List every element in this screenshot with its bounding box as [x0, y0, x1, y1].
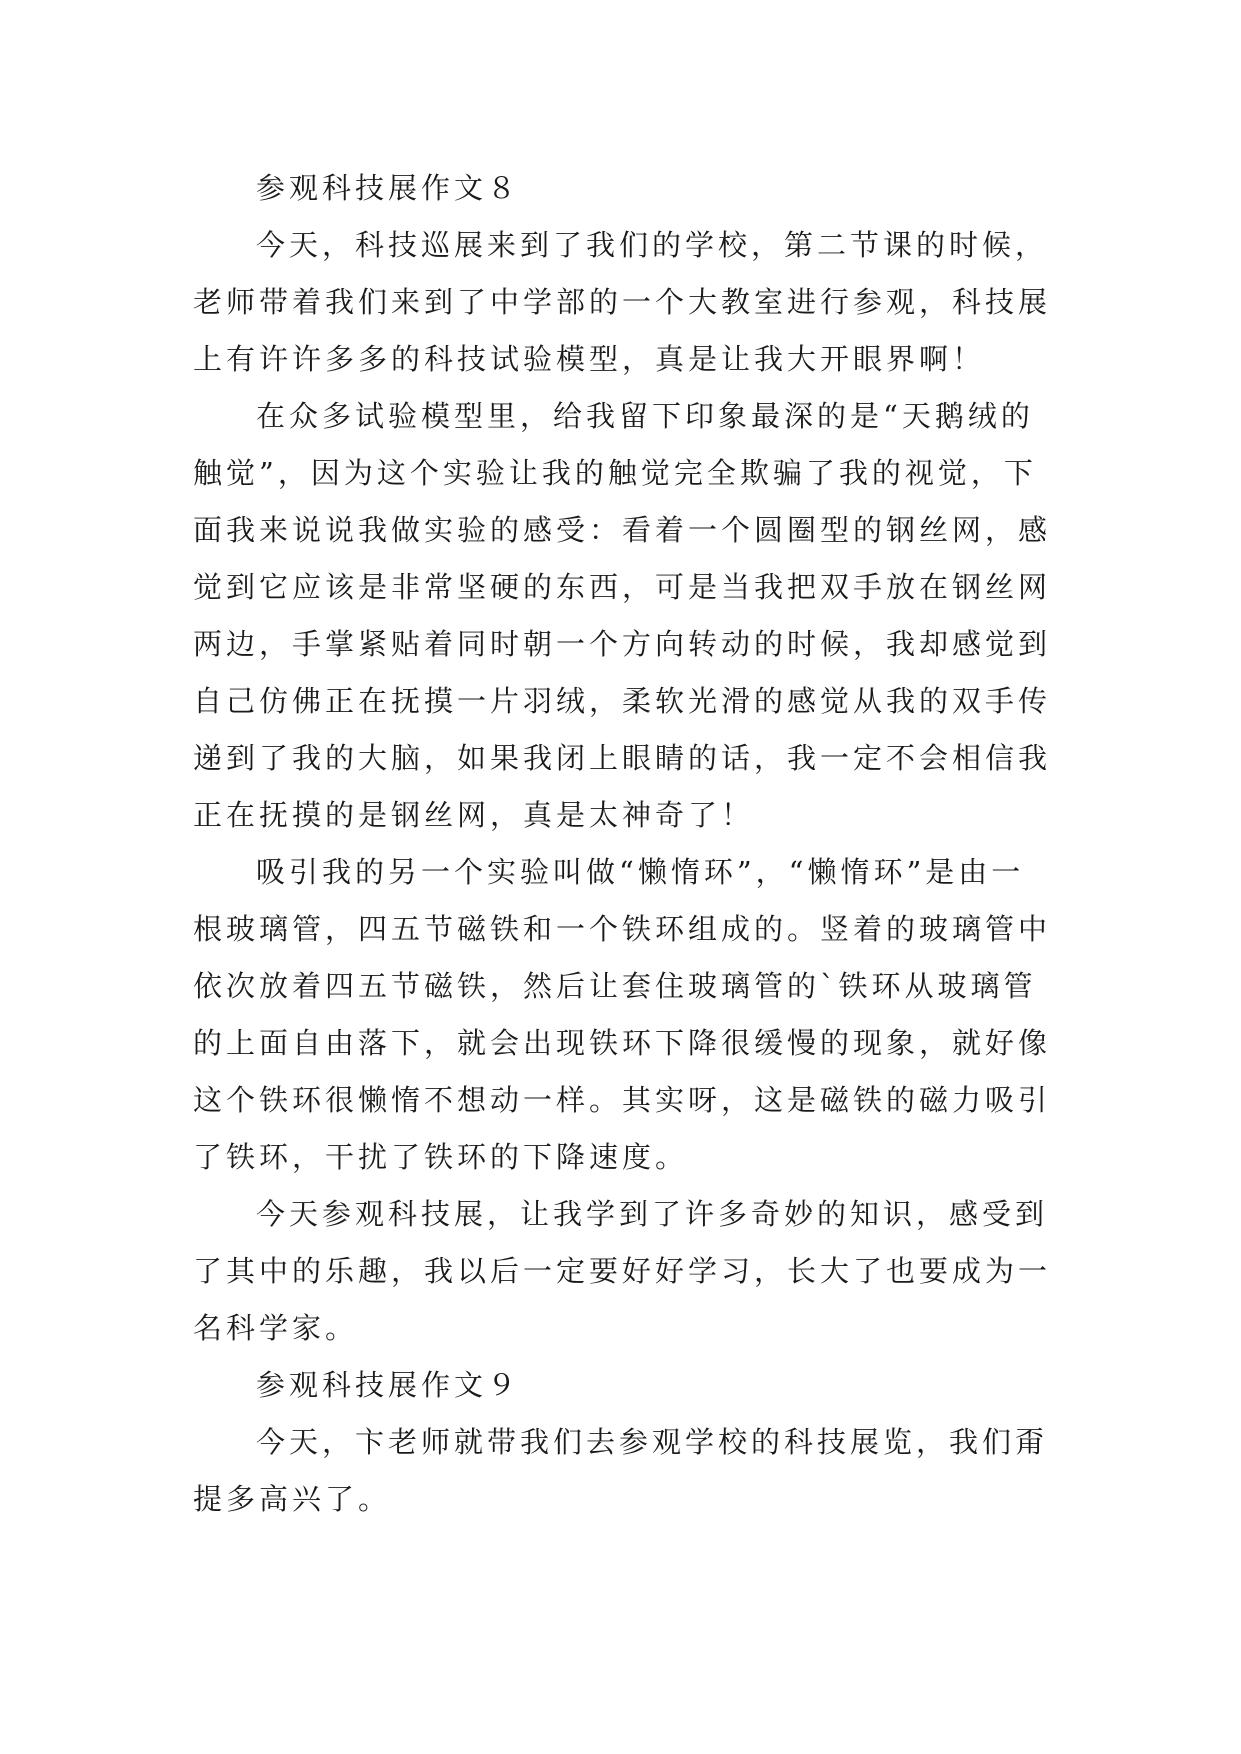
paragraph-line: 今天，卞老师就带我们去参观学校的科技展览，我们甭	[256, 1425, 1049, 1459]
paragraph-line: 觉到它应该是非常坚硬的东西，可是当我把双手放在钢丝网	[193, 570, 1052, 604]
paragraph-line: 的上面自由落下，就会出现铁环下降很缓慢的现象，就好像	[193, 1026, 1052, 1060]
essay-8-paragraph-4	[193, 1186, 1053, 1357]
paragraph-line: 在众多试验模型里，给我留下印象最深的是“天鹅绒的	[256, 399, 1034, 433]
essay-8-paragraph-1	[193, 217, 1053, 388]
paragraph-line: 正在抚摸的是钢丝网，真是太神奇了！	[193, 798, 755, 832]
paragraph-line: 触觉”，因为这个实验让我的触觉完全欺骗了我的视觉，下	[193, 456, 1037, 490]
paragraph-line: 提多高兴了。	[193, 1482, 392, 1516]
paragraph-line: 面我来说说我做实验的感受：看着一个圆圈型的钢丝网，感	[193, 513, 1052, 547]
document-page	[193, 160, 1053, 1528]
paragraph-line: 今天，科技巡展来到了我们的学校，第二节课的时候，	[256, 228, 1049, 262]
paragraph-line: 今天参观科技展，让我学到了许多奇妙的知识，感受到	[256, 1197, 1049, 1231]
paragraph-line: 依次放着四五节磁铁，然后让套住玻璃管的`铁环从玻璃管	[193, 969, 1037, 1003]
paragraph-line: 自己仿佛正在抚摸一片羽绒，柔软光滑的感觉从我的双手传	[193, 684, 1052, 718]
paragraph-line: 了其中的乐趣，我以后一定要好好学习，长大了也要成为一	[193, 1254, 1052, 1288]
paragraph-line: 根玻璃管，四五节磁铁和一个铁环组成的。竖着的玻璃管中	[193, 912, 1052, 946]
paragraph-line: 名科学家。	[193, 1311, 359, 1345]
essay-9-title: 参观科技展作文９	[256, 1368, 521, 1402]
paragraph-line: 上有许许多多的科技试验模型，真是让我大开眼界啊！	[193, 342, 986, 376]
paragraph-line: 了铁环，干扰了铁环的下降速度。	[193, 1140, 689, 1174]
essay-8-paragraph-2	[193, 388, 1053, 844]
paragraph-line: 老师带着我们来到了中学部的一个大教室进行参观，科技展	[193, 285, 1052, 319]
essay-8-title: 参观科技展作文８	[256, 171, 521, 205]
paragraph-line: 两边，手掌紧贴着同时朝一个方向转动的时候，我却感觉到	[193, 627, 1052, 661]
essay-9-paragraph-1	[193, 1414, 1053, 1528]
essay-8-paragraph-3	[193, 844, 1053, 1186]
paragraph-line: 吸引我的另一个实验叫做“懒惰环”，“懒惰环”是由一	[256, 855, 1025, 889]
paragraph-line: 递到了我的大脑，如果我闭上眼睛的话，我一定不会相信我	[193, 741, 1052, 775]
paragraph-line: 这个铁环很懒惰不想动一样。其实呀，这是磁铁的磁力吸引	[193, 1083, 1052, 1117]
